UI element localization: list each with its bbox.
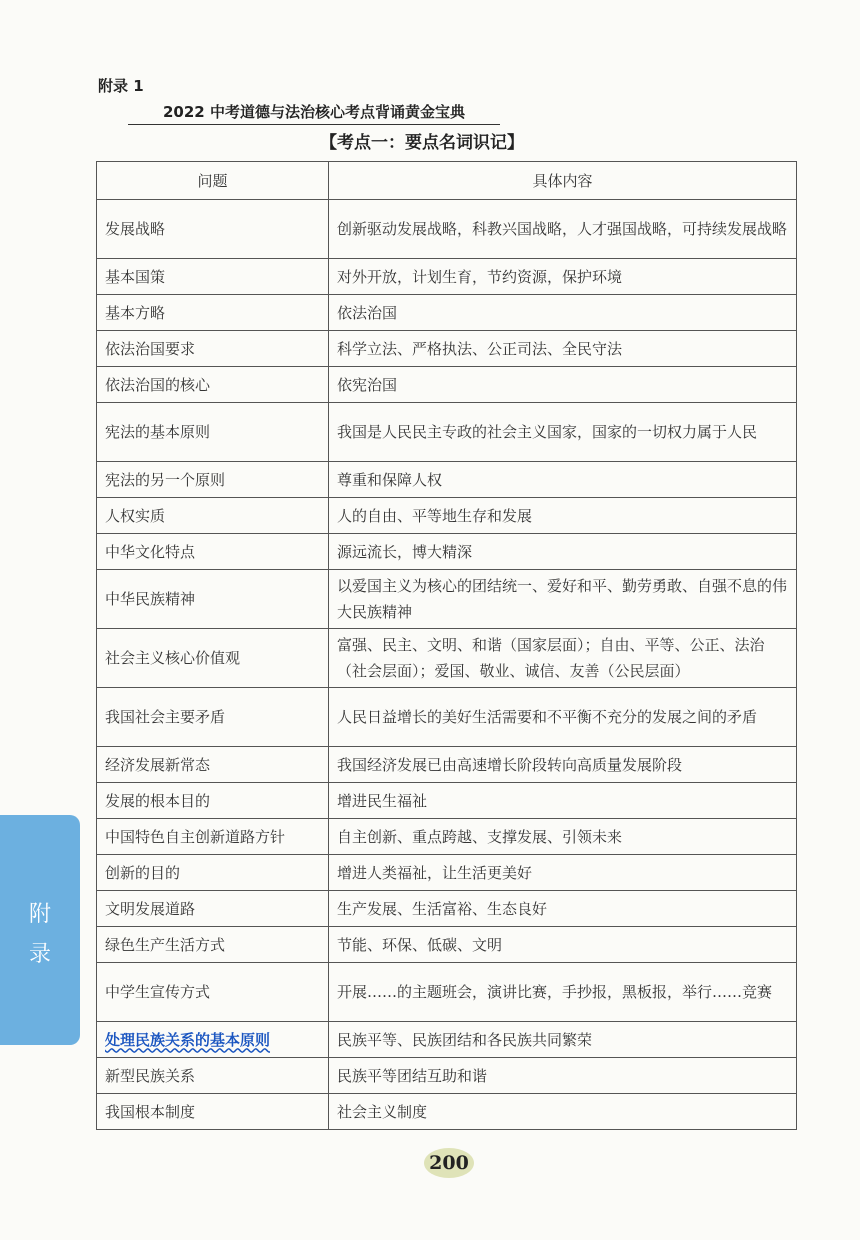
question-cell: 人权实质 — [97, 498, 329, 534]
table-row — [97, 1058, 797, 1094]
content-cell: 尊重和保障人权 — [329, 462, 797, 498]
table-row — [97, 259, 797, 295]
content-cell: 创新驱动发展战略，科教兴国战略，人才强国战略，可持续发展战略 — [329, 200, 797, 259]
table-row — [97, 462, 797, 498]
question-cell: 宪法的基本原则 — [97, 403, 329, 462]
key-points-table — [96, 161, 797, 1130]
content-cell: 依法治国 — [329, 295, 797, 331]
table-row — [97, 819, 797, 855]
question-cell: 依法治国要求 — [97, 331, 329, 367]
question-cell: 中华民族精神 — [97, 570, 329, 629]
question-cell: 文明发展道路 — [97, 891, 329, 927]
content-cell: 民族平等团结互助和谐 — [329, 1058, 797, 1094]
content-cell: 对外开放，计划生育，节约资源，保护环境 — [329, 259, 797, 295]
question-cell: 社会主义核心价值观 — [97, 629, 329, 688]
content-cell: 自主创新、重点跨越、支撑发展、引领未来 — [329, 819, 797, 855]
table-row — [97, 963, 797, 1022]
table-row — [97, 783, 797, 819]
question-cell: 中学生宣传方式 — [97, 963, 329, 1022]
content-cell: 富强、民主、文明、和谐（国家层面）；自由、平等、公正、法治（社会层面）；爱国、敬业、诚信、友善（公民层面） — [329, 629, 797, 688]
table-row — [97, 629, 797, 688]
content-cell: 人民日益增长的美好生活需要和不平衡不充分的发展之间的矛盾 — [329, 688, 797, 747]
table-row — [97, 1094, 797, 1130]
question-cell: 依法治国的核心 — [97, 367, 329, 403]
table-row — [97, 855, 797, 891]
content-cell: 我国是人民民主专政的社会主义国家，国家的一切权力属于人民 — [329, 403, 797, 462]
content-cell: 开展……的主题班会，演讲比赛，手抄报，黑板报，举行……竞赛 — [329, 963, 797, 1022]
content-cell: 依宪治国 — [329, 367, 797, 403]
table-row — [97, 295, 797, 331]
content-cell: 人的自由、平等地生存和发展 — [329, 498, 797, 534]
question-cell: 创新的目的 — [97, 855, 329, 891]
table-row — [97, 688, 797, 747]
question-cell: 中国特色自主创新道路方针 — [97, 819, 329, 855]
table-header-row — [97, 162, 797, 200]
table-row — [97, 200, 797, 259]
appendix-label: 附录 1 — [98, 77, 144, 95]
content-cell: 社会主义制度 — [329, 1094, 797, 1130]
content-cell: 增进民生福祉 — [329, 783, 797, 819]
page-number: 200 — [424, 1148, 474, 1178]
question-cell: 宪法的另一个原则 — [97, 462, 329, 498]
table-row — [97, 498, 797, 534]
content-cell: 民族平等、民族团结和各民族共同繁荣 — [329, 1022, 797, 1058]
question-cell: 经济发展新常态 — [97, 747, 329, 783]
document-title: 2022 中考道德与法治核心考点背诵黄金宝典 — [128, 101, 500, 125]
side-tab-char-2: 录 — [28, 942, 51, 967]
appendix-side-tab — [0, 815, 80, 1045]
table-row — [97, 747, 797, 783]
table-row — [97, 927, 797, 963]
side-tab-char-1: 附 — [28, 902, 51, 927]
question-cell: 基本国策 — [97, 259, 329, 295]
question-cell: 基本方略 — [97, 295, 329, 331]
column-header-content: 具体内容 — [329, 162, 797, 200]
content-cell: 我国经济发展已由高速增长阶段转向高质量发展阶段 — [329, 747, 797, 783]
question-cell: 绿色生产生活方式 — [97, 927, 329, 963]
table-row — [97, 1022, 797, 1058]
content-cell: 以爱国主义为核心的团结统一、爱好和平、勤劳勇敢、自强不息的伟大民族精神 — [329, 570, 797, 629]
table-row — [97, 403, 797, 462]
table-row — [97, 570, 797, 629]
column-header-question: 问题 — [97, 162, 329, 200]
question-cell: 中华文化特点 — [97, 534, 329, 570]
content-cell: 生产发展、生活富裕、生态良好 — [329, 891, 797, 927]
section-title: 【考点一：要点名词识记】 — [320, 133, 524, 153]
question-cell: 发展战略 — [97, 200, 329, 259]
content-cell: 源远流长，博大精深 — [329, 534, 797, 570]
table-row — [97, 891, 797, 927]
table-row — [97, 367, 797, 403]
table-row — [97, 534, 797, 570]
question-cell: 我国社会主要矛盾 — [97, 688, 329, 747]
content-cell: 科学立法、严格执法、公正司法、全民守法 — [329, 331, 797, 367]
question-cell — [97, 1022, 329, 1058]
highlighted-question: 处理民族关系的基本原则 — [105, 1030, 271, 1049]
content-cell: 节能、环保、低碳、文明 — [329, 927, 797, 963]
content-cell: 增进人类福祉，让生活更美好 — [329, 855, 797, 891]
question-cell: 发展的根本目的 — [97, 783, 329, 819]
question-cell: 我国根本制度 — [97, 1094, 329, 1130]
question-cell: 新型民族关系 — [97, 1058, 329, 1094]
table-row — [97, 331, 797, 367]
